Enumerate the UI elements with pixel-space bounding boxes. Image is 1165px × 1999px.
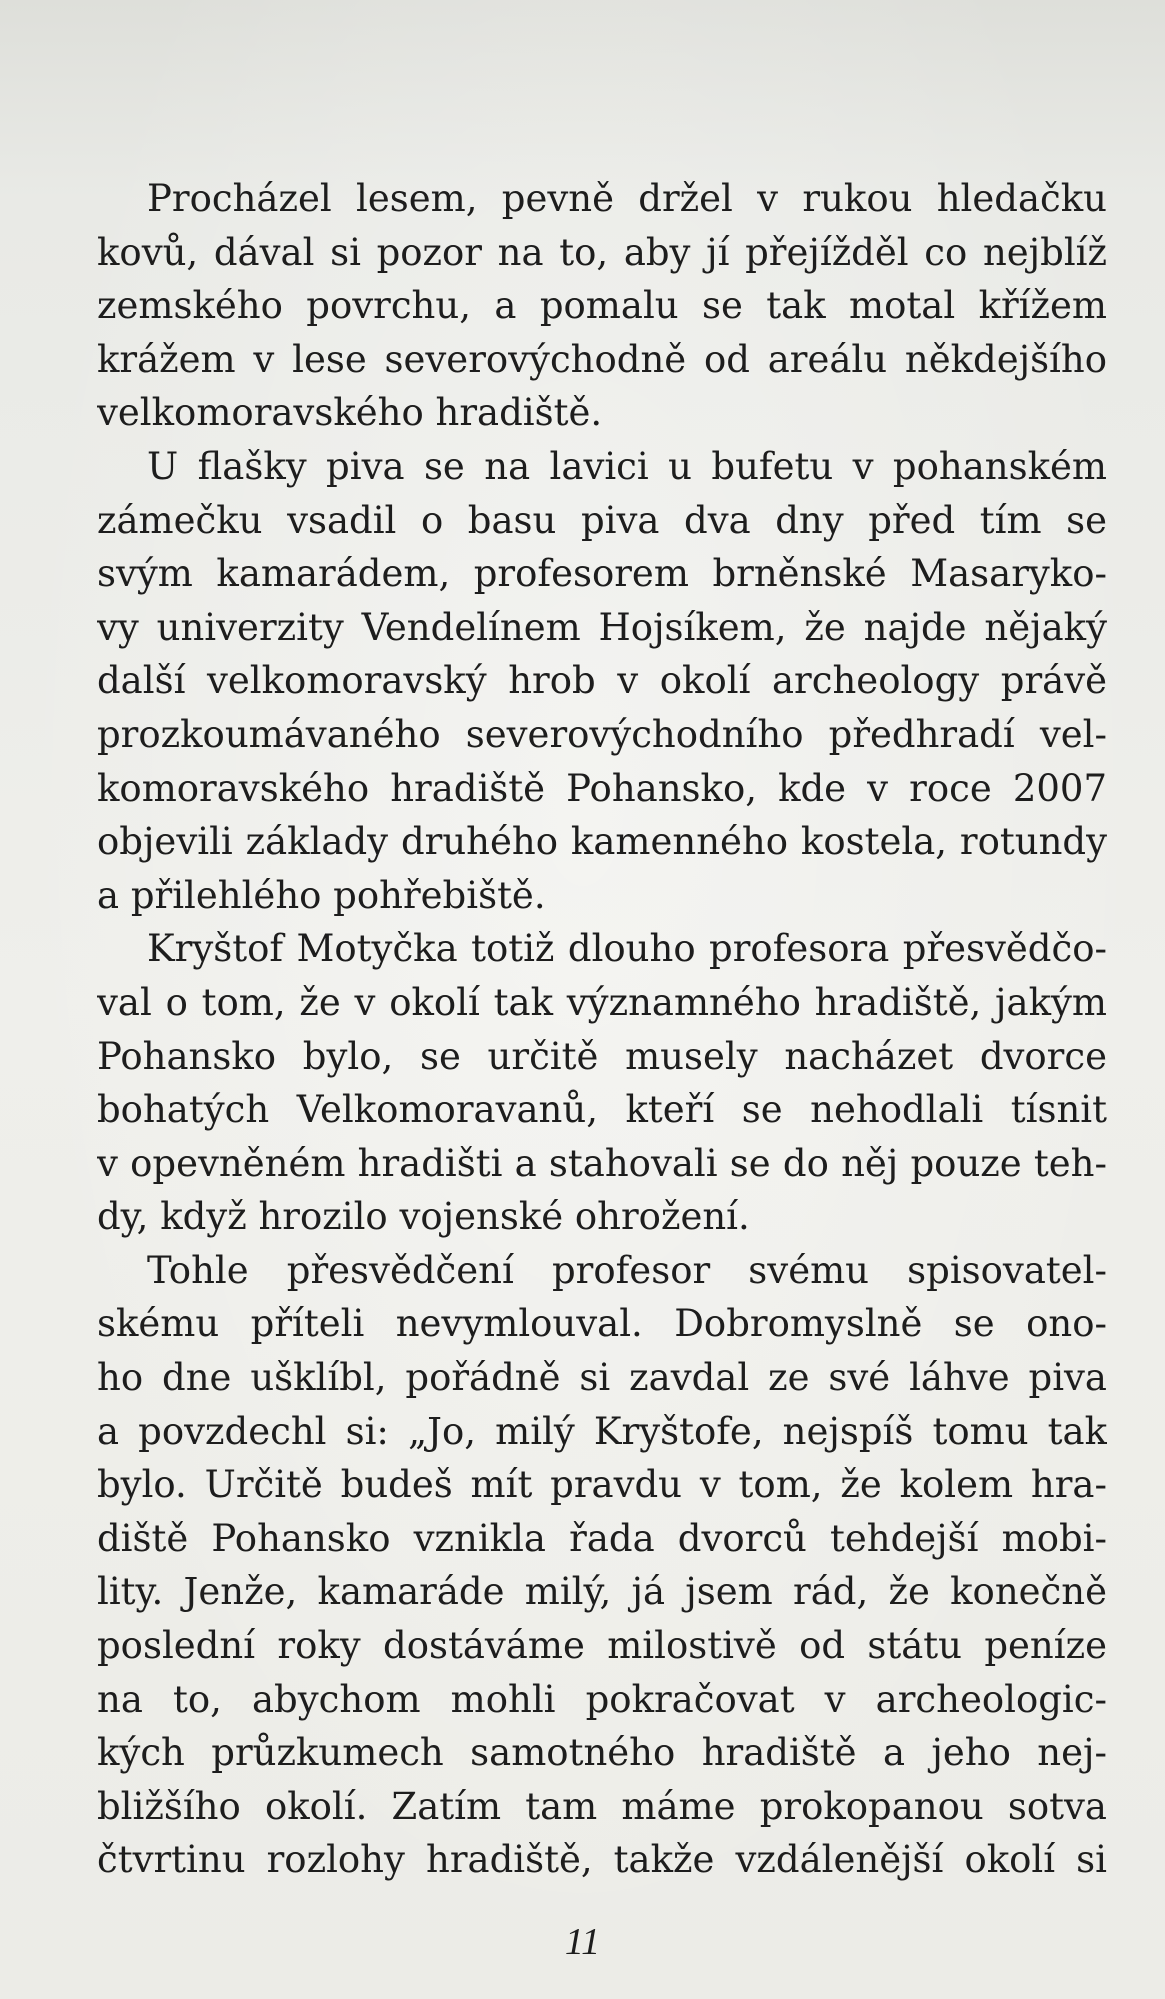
text-line: čtvrtinu rozlohy hradiště, takže vzdálenější okolí si [97,1838,1107,1882]
text-line: prozkoumávaného severovýchodního předhradí vel- [97,712,1107,756]
text-line: kovů, dával si pozor na to, aby jí přejížděl co nejblíž [97,230,1107,274]
text-line: Pohansko bylo, se určitě musely nacházet dvorce [97,1034,1107,1078]
paragraph-4 [97,1244,1107,1887]
text-line: krážem v lese severovýchodně od areálu někdejšího [97,337,1107,381]
text-line: Kryštof Motyčka totiž dlouho profesora přesvědčo- [147,927,1107,971]
text-line: ho dne ušklíbl, pořádně si zavdal ze své láhve piva [97,1356,1107,1400]
text-line: svým kamarádem, profesorem brněnské Masaryko- [97,552,1107,596]
text-line: a povzdechl si: „Jo, milý Kryštofe, nejspíš tomu tak [97,1409,1107,1453]
text-line: lity. Jenže, kamaráde milý, já jsem rád, že konečně [97,1570,1107,1614]
text-line: bohatých Velkomoravanů, kteří se nehodlali tísnit [97,1088,1107,1132]
page-number: 11 [564,1921,601,1963]
text-line: Tohle přesvědčení profesor svému spisovatel- [147,1248,1107,1292]
text-line: vy univerzity Vendelínem Hojsíkem, že najde nějaký [97,605,1107,649]
text-line: Procházel lesem, pevně držel v rukou hledačku [147,177,1107,220]
text-line: na to, abychom mohli pokračovat v archeologic- [97,1677,1107,1721]
text-line: v opevněném hradišti a stahovali se do něj pouze teh- [97,1141,1107,1185]
paragraph-2 [97,440,1107,922]
text-line: skému příteli nevymlouval. Dobromyslně se ono- [97,1302,1107,1346]
text-line: velkomoravského hradiště. [97,391,603,435]
text-line: bylo. Určitě budeš mít pravdu v tom, že kolem hra- [97,1463,1107,1507]
text-line: zámečku vsadil o basu piva dva dny před tím se [97,498,1107,542]
text-line: U flašky piva se na lavici u bufetu v pohanském [147,444,1107,488]
text-line: komoravského hradiště Pohansko, kde v roce 2007 [97,766,1107,810]
text-line: val o tom, že v okolí tak významného hradiště, jakým [97,980,1107,1024]
paragraph-3 [97,922,1107,1244]
text-line: objevili základy druhého kamenného kostela, rotundy [97,820,1107,864]
text-line: další velkomoravský hrob v okolí archeology právě [97,659,1107,703]
text-line: kých průzkumech samotného hradiště a jeho nej- [97,1731,1107,1775]
text-line: diště Pohansko vznikla řada dvorců tehdejší mobi- [97,1516,1107,1560]
text-line: bližšího okolí. Zatím tam máme prokopanou sotva [97,1784,1107,1828]
body-text [97,172,1107,1887]
text-line: dy, když hrozilo vojenské ohrožení. [97,1195,750,1239]
paragraph-1 [97,172,1107,440]
text-line: zemského povrchu, a pomalu se tak motal křížem [97,284,1107,328]
text-line: poslední roky dostáváme milostivě od státu peníze [97,1624,1107,1668]
text-line: a přilehlého pohřebiště. [97,873,546,917]
